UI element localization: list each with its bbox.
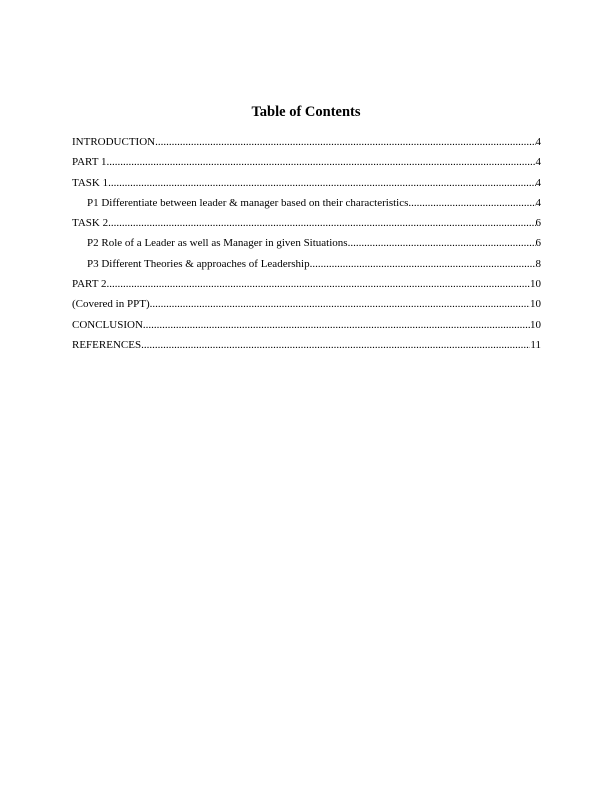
toc-entry-task-1[interactable] [72, 175, 541, 195]
toc-entry-page: 4 [535, 156, 541, 169]
toc-entry-page: 4 [535, 136, 541, 148]
toc-entry-p1[interactable] [72, 195, 541, 215]
toc-entry-part-2[interactable] [72, 276, 541, 296]
toc-entry-label: TASK 2 [72, 217, 109, 230]
toc-entry-label: P3 Different Theories & approaches of Leadership [87, 257, 310, 270]
toc-entry-page: 4 [535, 196, 541, 209]
toc-dot-leader [108, 175, 535, 191]
toc-entry-label: REFERENCES [72, 338, 142, 351]
toc-entry-p2[interactable] [72, 235, 541, 255]
toc-dot-leader [141, 337, 530, 353]
toc-entry-page: 6 [535, 217, 541, 230]
toc-entry-conclusion[interactable] [72, 317, 541, 337]
toc-entry-label: (Covered in PPT) [72, 298, 150, 311]
toc-entry-label: INTRODUCTION [72, 136, 156, 148]
toc-entry-label: PART 2 [72, 278, 107, 291]
toc-entry-p3[interactable] [72, 256, 541, 276]
toc-dot-leader [150, 296, 530, 312]
toc-entry-page: 8 [535, 257, 541, 270]
toc-dot-leader [108, 215, 535, 231]
toc-entry-page: 11 [530, 338, 541, 351]
toc-entry-label: CONCLUSION [72, 318, 143, 331]
toc-entry-label: PART 1 [72, 156, 107, 169]
toc-entry-introduction[interactable] [72, 134, 541, 154]
toc-entry-label: P1 Differentiate between leader & manager based on their characteristics [87, 196, 409, 209]
toc-entry-label: TASK 1 [72, 176, 109, 189]
toc-title: Table of Contents [251, 104, 361, 120]
toc-list [72, 134, 541, 357]
toc-entry-page: 10 [530, 318, 541, 331]
toc-entry-page: 10 [530, 298, 541, 311]
toc-entry-task-2[interactable] [72, 215, 541, 235]
toc-dot-leader [348, 235, 536, 251]
toc-dot-leader [107, 154, 536, 170]
toc-entry-references[interactable] [72, 337, 541, 357]
toc-entry-page: 4 [535, 176, 541, 189]
toc-entry-page: 10 [530, 278, 541, 291]
toc-dot-leader [155, 134, 535, 150]
toc-dot-leader [310, 256, 536, 272]
toc-dot-leader [408, 195, 535, 211]
toc-entry-page: 6 [535, 237, 541, 250]
toc-entry-covered-in-ppt[interactable] [72, 296, 541, 316]
toc-dot-leader [143, 317, 530, 333]
toc-entry-part-1[interactable] [72, 154, 541, 174]
toc-entry-label: P2 Role of a Leader as well as Manager in given Situations [87, 237, 348, 250]
toc-dot-leader [107, 276, 531, 292]
